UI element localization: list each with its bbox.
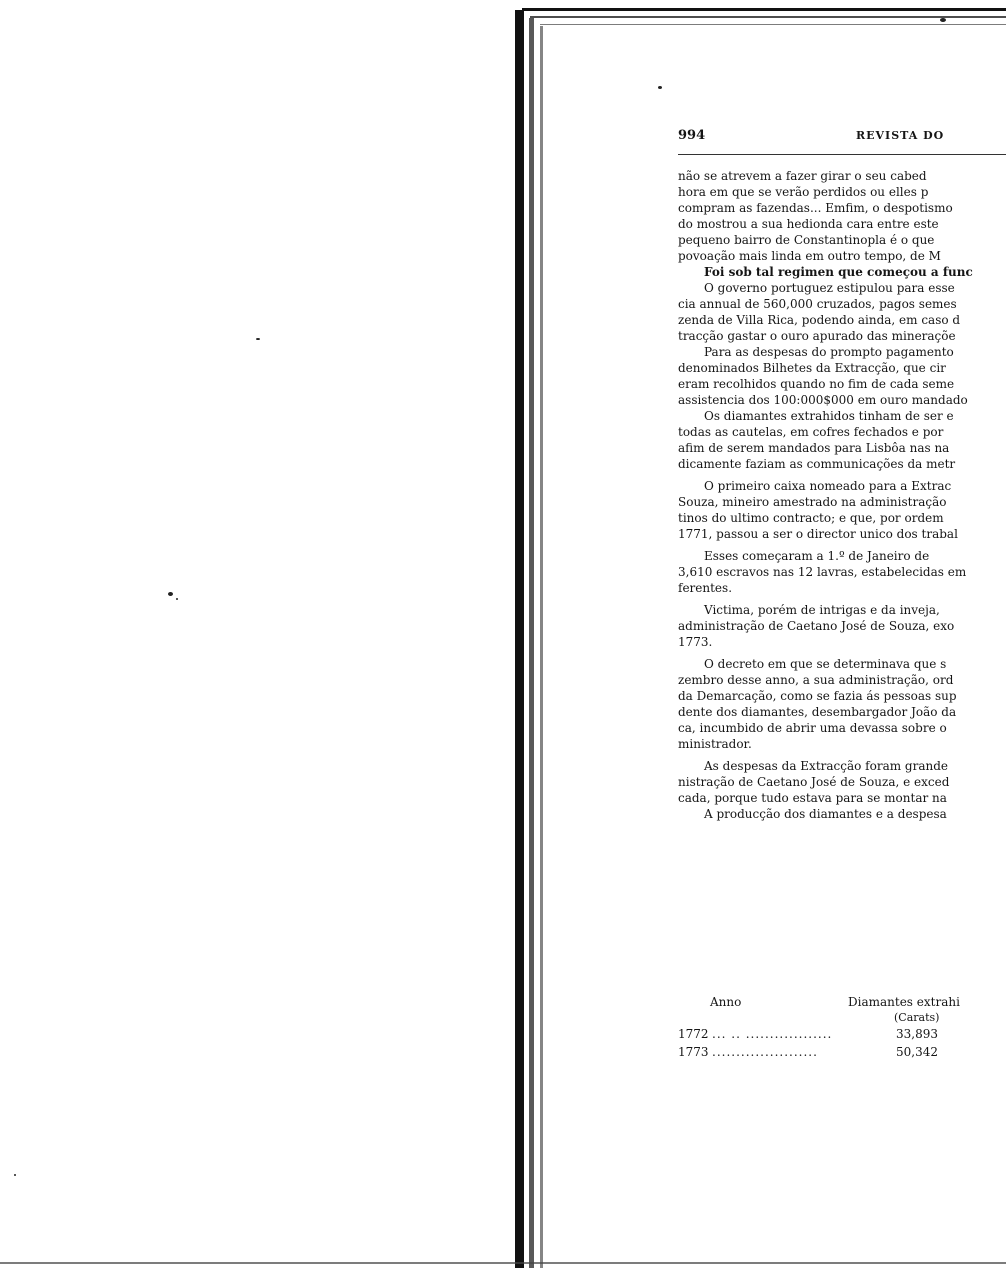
book-top-edge-shadow [530,16,1006,18]
row-value: 33,893 [896,1027,938,1041]
book-spine-shadow-inner [540,26,543,1268]
page-number: 994 [678,128,706,143]
book-top-edge-shadow-inner [540,24,1006,25]
book-spine-shadow [529,18,534,1268]
text-line: Para as despesas do prompto pagamento [704,345,954,359]
text-line: denominados Bilhetes da Extracção, que cir [678,361,946,375]
text-line: dente dos diamantes, desembargador João da [678,705,957,719]
text-line: O primeiro caixa nomeado para a Extrac [704,479,952,493]
text-line: compram as fazendas... Emfim, o despotismo [678,201,953,215]
text-line: eram recolhidos quando no fim de cada seme [678,377,955,391]
text-line: hora em que se verão perdidos ou elles p [678,185,929,199]
text-line: nistração de Caetano José de Souza, e exced [678,775,950,789]
text-line: O governo portuguez estipulou para esse [704,281,955,295]
text-line: da Demarcação, como se fazia ás pessoas sup [678,689,957,703]
scan-speck [658,86,662,89]
body-text [678,168,1006,822]
page-header [678,128,1006,150]
text-line: dicamente faziam as communicações da metr [678,457,956,471]
row-value: 50,342 [896,1045,938,1059]
book-spine-edge [515,10,524,1268]
text-line: 1773. [678,635,713,649]
text-line: Foi sob tal regimen que começou a func [704,265,973,279]
scan-speck [176,598,178,600]
text-line: Souza, mineiro amestrado na administração [678,495,947,509]
text-line: zembro desse anno, a sua administração, ord [678,673,954,687]
text-line: não se atrevem a fazer girar o seu cabed [678,169,927,183]
text-line: Os diamantes extrahidos tinham de ser e [704,409,954,423]
running-head: REVISTA DO [856,129,945,142]
column-header-diamonds: Diamantes extrahi [848,995,960,1009]
text-line: cada, porque tudo estava para se montar na [678,791,947,805]
table-row [678,1026,1006,1044]
text-line: A producção dos diamantes e a despesa [704,807,947,821]
dot-leader: ... .. .................. [712,1027,833,1041]
text-line: ferentes. [678,581,733,595]
scan-speck [168,592,173,596]
scan-speck [14,1174,16,1176]
text-line: Esses começaram a 1.º de Janeiro de [704,549,930,563]
text-line: zenda de Villa Rica, podendo ainda, em caso d [678,313,961,327]
scan-speck [940,18,946,22]
column-header-unit: (Carats) [894,1011,940,1024]
text-line: As despesas da Extracção foram grande [704,759,949,773]
text-line: afim de serem mandados para Lisbôa nas na [678,441,950,455]
row-year: 1773 [678,1045,709,1059]
text-line: O decreto em que se determinava que s [704,657,947,671]
text-line: assistencia dos 100:000$000 em ouro mandado [678,393,968,407]
text-line: 3,610 escravos nas 12 lavras, estabelecidas em [678,565,967,579]
text-line: pequeno bairro de Constantinopla é o que [678,233,935,247]
scan-speck [256,338,260,340]
scan-bottom-edge [0,1262,1006,1264]
text-line: do mostrou a sua hedionda cara entre este [678,217,939,231]
text-line: Victima, porém de intrigas e da inveja, [704,603,940,617]
header-rule [678,154,1006,155]
book-top-edge [522,8,1006,11]
text-line: tracção gastar o ouro apurado das mineraçõe [678,329,956,343]
dot-leader: ...................... [712,1045,818,1059]
text-line: ministrador. [678,737,752,751]
text-line: administração de Caetano José de Souza, exo [678,619,955,633]
book-page [560,120,1006,1180]
text-line: todas as cautelas, em cofres fechados e por [678,425,944,439]
table-row [678,1044,1006,1062]
text-line: cia annual de 560,000 cruzados, pagos semes [678,297,957,311]
text-line: ca, incumbido de abrir uma devassa sobre o [678,721,947,735]
text-line: 1771, passou a ser o director unico dos trabal [678,527,958,541]
table-header [678,994,1006,1026]
text-line: povoação mais linda em outro tempo, de M [678,249,941,263]
column-header-year: Anno [710,995,742,1009]
text-line: tinos do ultimo contracto; e que, por ordem [678,511,944,525]
diamond-production-table [678,994,1006,1062]
row-year: 1772 [678,1027,709,1041]
